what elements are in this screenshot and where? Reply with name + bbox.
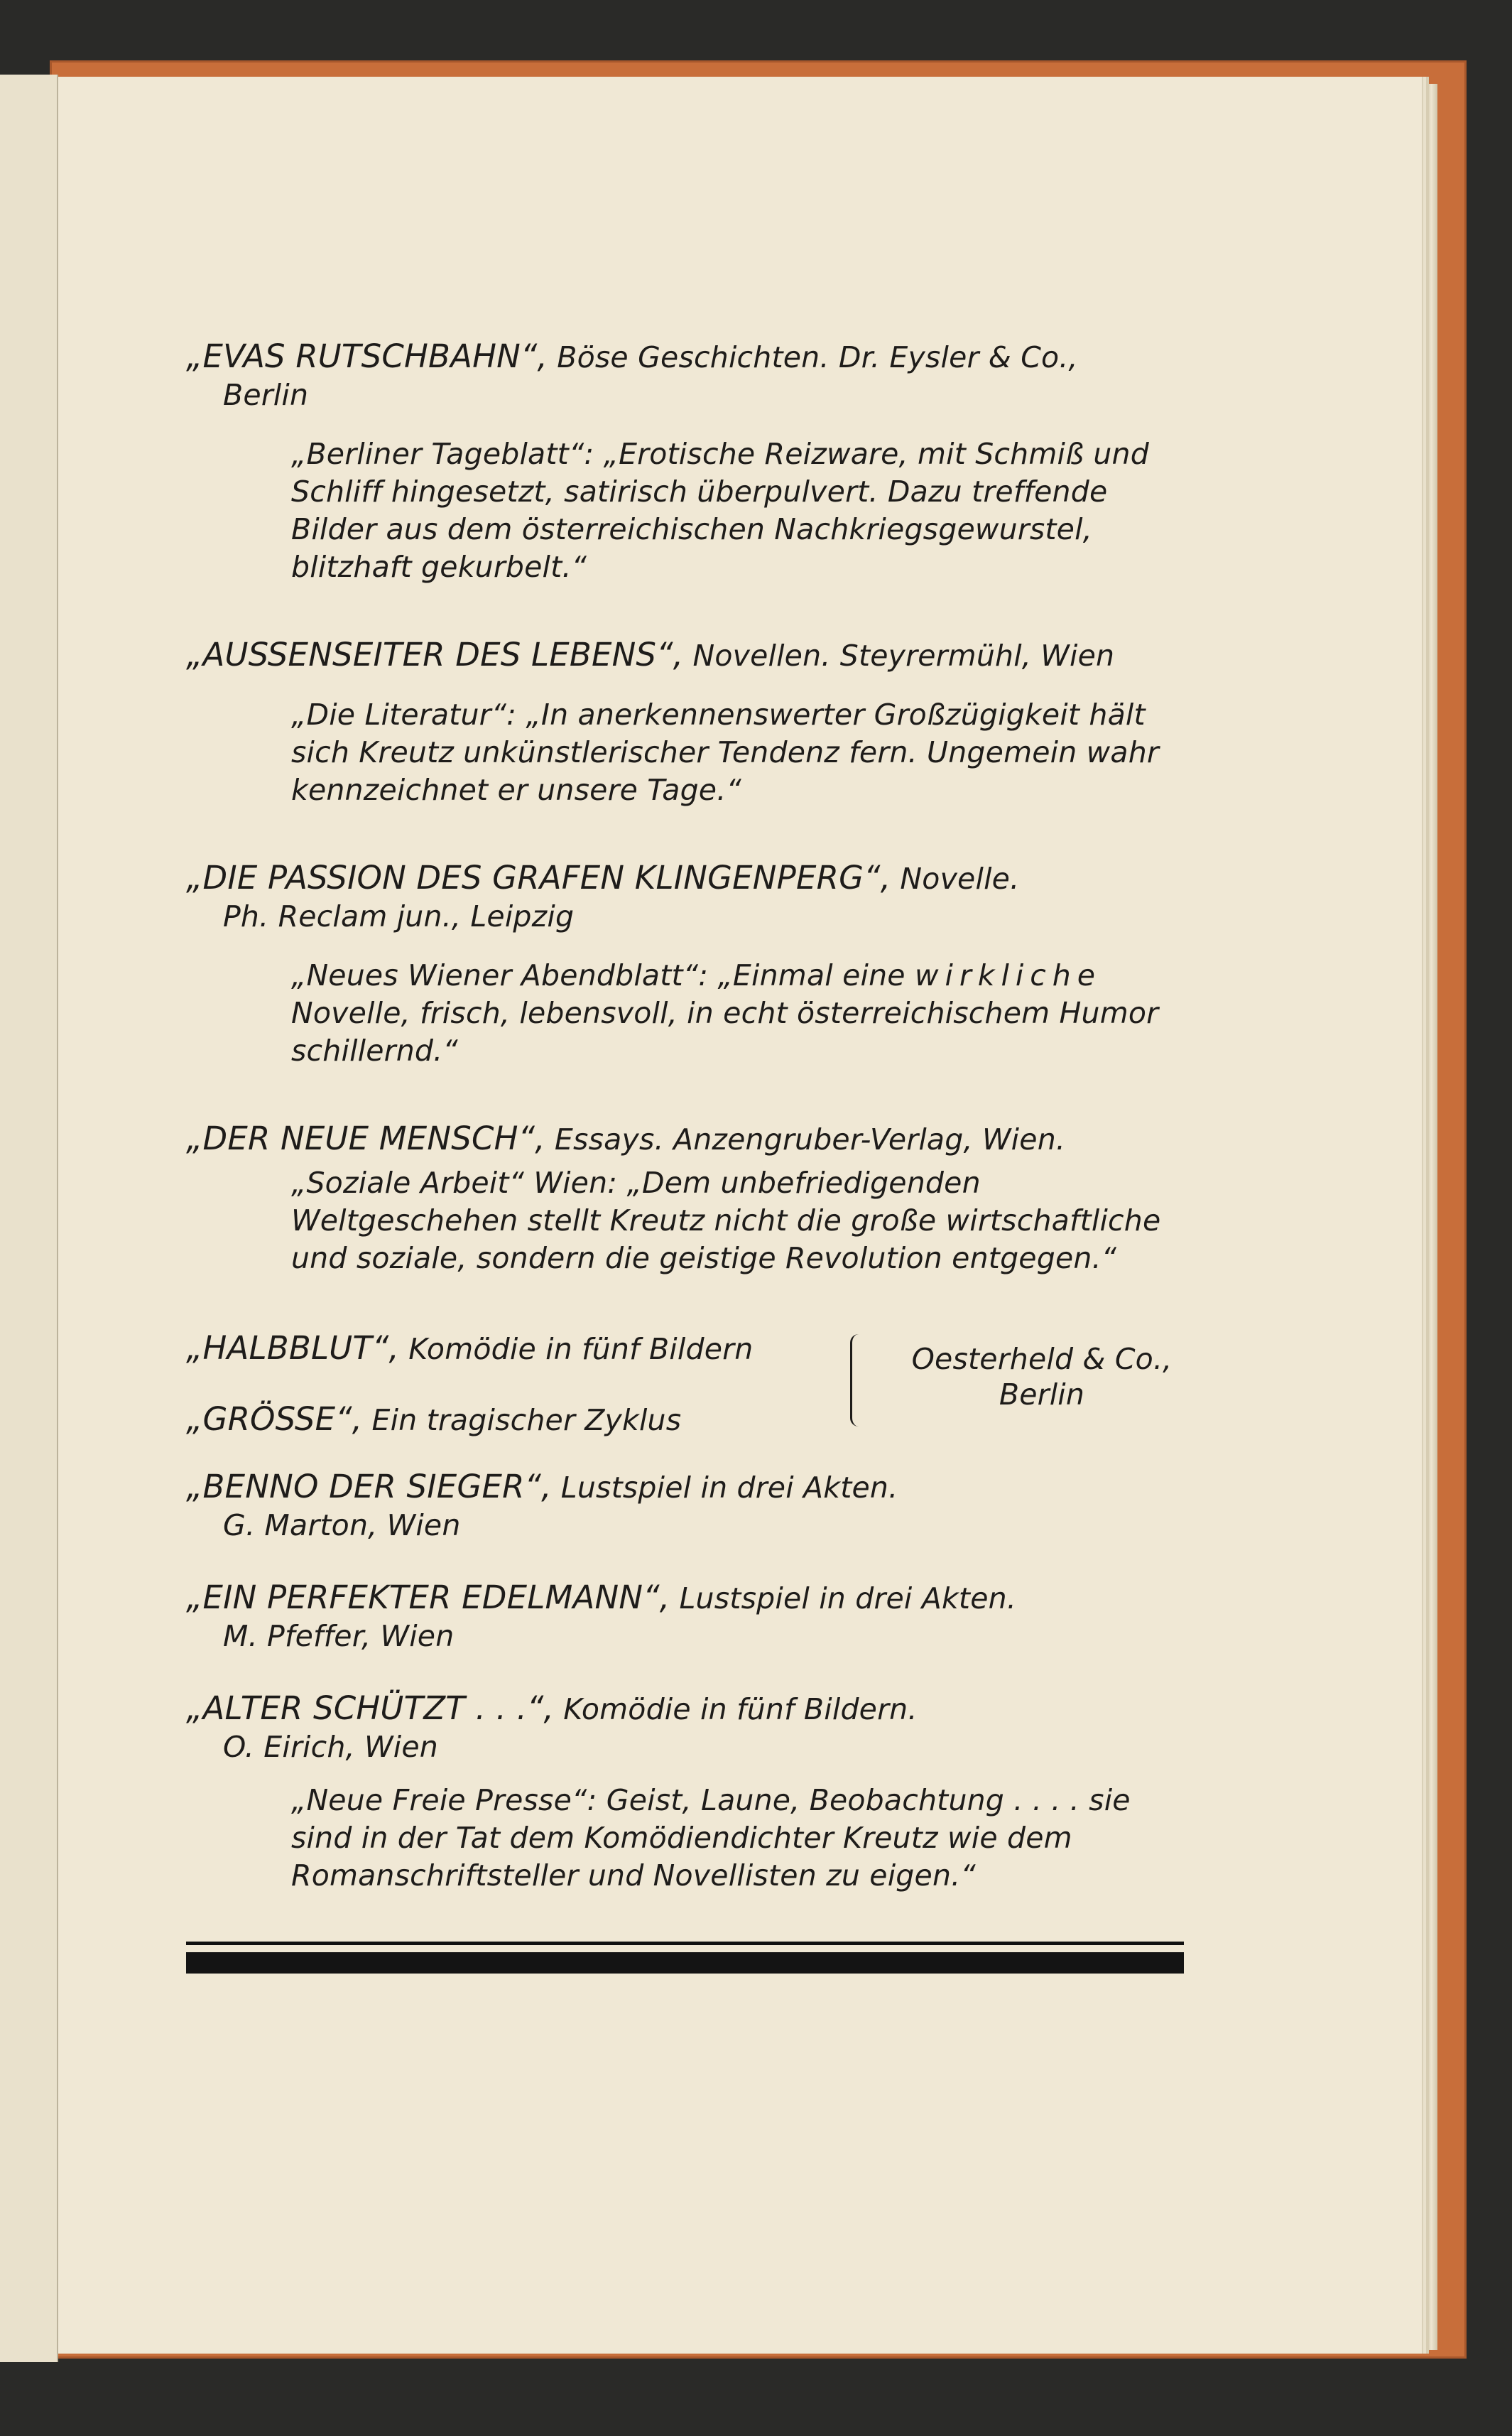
entry-publisher: G. Marton, Wien [223, 1508, 461, 1542]
entry-description: Lustspiel in drei Akten. [551, 1471, 898, 1505]
entry-title: „GRÖSSE“, [186, 1400, 363, 1438]
review-source: „Die Literatur“: [291, 698, 517, 732]
entry-title: „EVAS RUTSCHBAHN“, [186, 337, 548, 375]
entry-aussenseiter [186, 636, 1195, 809]
entry-publisher: Berlin [223, 378, 309, 412]
entry-evas-rutschbahn [186, 337, 1195, 586]
review-source: „Soziale Arbeit“ Wien: [291, 1166, 618, 1200]
grouped-titles [186, 1327, 753, 1469]
entry-description: Lustspiel in drei Akten. [670, 1581, 1017, 1615]
review-source: „Berliner Tageblatt“: [291, 437, 594, 471]
entry-title: „AUSSENSEITER DES LEBENS“, [186, 636, 684, 673]
oesterheld-group [186, 1327, 1195, 1469]
entry-publisher: O. Eirich, Wien [223, 1730, 438, 1764]
press-review [186, 435, 1195, 586]
entry-description: Komödie in fünf Bildern. [554, 1692, 918, 1726]
entry-title: „DIE PASSION DES GRAFEN KLINGENPERG“, [186, 859, 891, 897]
facing-page-edge [0, 75, 58, 2362]
press-review [186, 696, 1195, 809]
entry-description: Novelle. [891, 862, 1020, 896]
entry-neue-mensch [186, 1120, 1195, 1277]
entry-description: Novellen. Steyrermühl, Wien [683, 639, 1115, 673]
entry-passion-klingenperg [186, 859, 1195, 1070]
entry-groesse [186, 1398, 753, 1469]
entry-title: „ALTER SCHÜTZT . . .“, [186, 1689, 555, 1727]
review-text: „Erotische Reizware, mit Schmiß und Schliff hingesetzt, satirisch überpulvert. Dazu treffende Bilder aus dem österreichischen Nachkriegsgewurstel, blitzhaft gekurbelt.“ [291, 437, 1149, 584]
bibliography-list [186, 337, 1195, 1895]
press-review [186, 1782, 1195, 1895]
entry-benno-der-sieger [186, 1468, 1195, 1544]
entry-perfekter-edelmann [186, 1579, 1195, 1655]
review-source: „Neue Freie Presse“: [291, 1783, 597, 1817]
entry-publisher: Ph. Reclam jun., Leipzig [223, 899, 575, 933]
entry-halbblut [186, 1327, 753, 1398]
entry-description: Essays. Anzengruber-Verlag, Wien. [545, 1122, 1066, 1157]
divider-thick-rule [186, 1952, 1184, 1974]
curly-brace [850, 1334, 862, 1427]
review-text-emphasis: wirkliche [914, 958, 1102, 992]
entry-description: Komödie in fünf Bildern [399, 1332, 754, 1366]
entry-title: „DER NEUE MENSCH“, [186, 1120, 545, 1157]
entry-alter-schuetzt [186, 1689, 1195, 1895]
entry-publisher: M. Pfeffer, Wien [223, 1619, 455, 1653]
review-text-end: Novelle, frisch, lebensvoll, in echt österreichischem Humor schillernd.“ [291, 996, 1159, 1068]
group-publisher [900, 1341, 1184, 1412]
entry-title: „HALBBLUT“, [186, 1329, 400, 1367]
entry-title: „BENNO DER SIEGER“, [186, 1468, 552, 1505]
review-text-start: „Einmal eine [708, 958, 915, 992]
review-text: Geist, Laune, Beobachtung . . . . sie sind in der Tat dem Komödiendichter Kreutz wie dem Romanschriftsteller und Novellisten zu eigen.“ [291, 1783, 1131, 1893]
entry-description: Böse Geschichten. Dr. Eysler & Co., [548, 340, 1078, 374]
review-text: „In anerkennenswerter Großzügigkeit hält sich Kreutz unkünstlerischer Tendenz fern. Ungemein wahr kennzeichnet er unsere Tage.“ [291, 698, 1159, 807]
group-publisher-name: Oesterheld & Co., [911, 1342, 1173, 1376]
divider-thin-rule [186, 1942, 1184, 1945]
group-publisher-city: Berlin [999, 1377, 1085, 1412]
press-review [186, 1164, 1195, 1277]
review-text: „Dem unbefriedigenden Weltgeschehen stellt Kreutz nicht die große wirtschaftliche und soziale, sondern die geistige Revolution entgegen.“ [291, 1166, 1161, 1275]
entry-description: Ein tragischer Zyklus [362, 1403, 682, 1437]
entry-title: „EIN PERFEKTER EDELMANN“, [186, 1579, 670, 1616]
review-source: „Neues Wiener Abendblatt“: [291, 958, 709, 992]
press-review [186, 957, 1195, 1070]
page-stack-edge [1422, 84, 1437, 2350]
